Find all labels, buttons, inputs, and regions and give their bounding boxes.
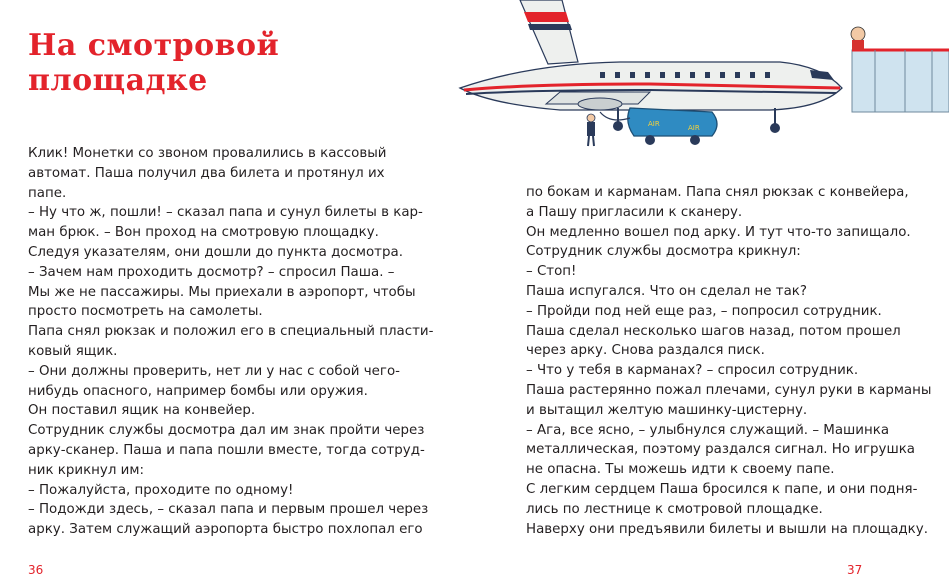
title-line-2: площадке [28, 63, 208, 98]
text-line: – Ага, все ясно, – улыбнулся служащий. – Машинка [526, 422, 890, 438]
text-line: не опасна. Ты можешь идти к своему папе. [526, 462, 835, 478]
airplane-scene [450, 0, 949, 165]
text-line: Он поставил ящик на конвейер. [28, 403, 256, 419]
fuel-hose [600, 112, 630, 120]
text-line: – Они должны проверить, нет ли у нас с собой чего- [28, 363, 400, 379]
text-line: – Подожди здесь, – сказал папа и первым прошел через [28, 502, 429, 518]
truck-label: AIR [688, 124, 700, 132]
text-line: арку. Затем служащий аэропорта быстро похлопал его [28, 522, 423, 538]
tail-stripe [524, 12, 569, 22]
text-line: нибудь опасного, например бомбы или оружия. [28, 383, 368, 399]
text-line: – Что у тебя в карманах? – спросил сотрудник. [526, 363, 859, 379]
text-line: Паша сделал несколько шагов назад, потом прошел [526, 323, 901, 339]
text-line: арку-сканер. Паша и папа пошли вместе, тогда сотруд- [28, 442, 425, 458]
text-line: просто посмотреть на самолеты. [28, 304, 263, 320]
text-line: папе. [28, 185, 67, 201]
terminal-window [852, 50, 949, 112]
plane-tail [520, 0, 578, 64]
text-line: Паша испугался. Что он сделал не так? [526, 283, 807, 299]
text-line: металлическая, поэтому раздался сигнал. Но игрушка [526, 442, 915, 458]
text-line: Паша растерянно пожал плечами, сунул руки в карманы [526, 382, 932, 398]
text-line: ник крикнул им: [28, 462, 144, 478]
tail-stripe [528, 24, 572, 30]
text-line: – Пожалуйста, проходите по одному! [28, 482, 294, 498]
right-text-column [526, 183, 931, 539]
text-line: Сотрудник службы досмотра крикнул: [526, 244, 801, 260]
fuel-truck-tank [628, 108, 717, 136]
text-line: через арку. Снова раздался писк. [526, 343, 765, 359]
truck-label: AIR [648, 120, 660, 128]
left-text-column [28, 144, 433, 540]
worker-leg [588, 136, 589, 146]
text-line: по бокам и карманам. Папа снял рюкзак с конвейера, [526, 185, 909, 200]
page-number-right: 37 [847, 563, 863, 577]
text-line: – Ну что ж, пошли! – сказал папа и сунул билеты в кар- [28, 205, 423, 221]
engine [578, 98, 622, 110]
boy-body [852, 40, 864, 50]
worker-head [587, 114, 595, 122]
page-title [28, 28, 279, 98]
text-line: Папа снял рюкзак и положил его в специальный пласти- [28, 324, 434, 340]
text-line: – Стоп! [526, 264, 577, 280]
worker-leg [593, 136, 594, 146]
text-line: – Пройди под ней еще раз, – попросил сотрудник. [526, 303, 882, 319]
title-line-1: На смотровой [28, 28, 280, 63]
text-line: Наверху они предъявили билеты и вышли на площадку. [526, 521, 928, 537]
text-line: Клик! Монетки со звоном провалились в кассовый [28, 146, 387, 161]
main-wheel [613, 121, 623, 131]
text-line: ковый ящик. [28, 343, 118, 359]
text-line: Он медленно вошел под арку. И тут что-то запищало. [526, 224, 911, 240]
text-line: автомат. Паша получил два билета и протянул их [28, 165, 385, 181]
text-line: а Пашу пригласили к сканеру. [526, 204, 743, 220]
page-number-left: 36 [28, 563, 44, 577]
truck-wheel [690, 135, 700, 145]
text-line: лись по лестнице к смотровой площадке. [526, 501, 823, 517]
airplane-illustration [450, 0, 949, 165]
text-line: и вытащил желтую машинку-цистерну. [526, 402, 808, 418]
text-line: ман брюк. – Вон проход на смотровую площадку. [28, 225, 379, 241]
text-line: Мы же не пассажиры. Мы приехали в аэропорт, чтобы [28, 284, 416, 300]
text-line: Следуя указателям, они дошли до пункта досмотра. [28, 244, 403, 260]
worker-body [587, 122, 595, 136]
text-line: Сотрудник службы досмотра дал им знак пройти через [28, 423, 425, 439]
text-line: – Зачем нам проходить досмотр? – спросил Паша. – [28, 264, 395, 280]
truck-wheel [645, 135, 655, 145]
text-line: С легким сердцем Паша бросился к папе, и они подня- [526, 481, 918, 497]
boy-head [851, 27, 865, 41]
nose-wheel [770, 123, 780, 133]
